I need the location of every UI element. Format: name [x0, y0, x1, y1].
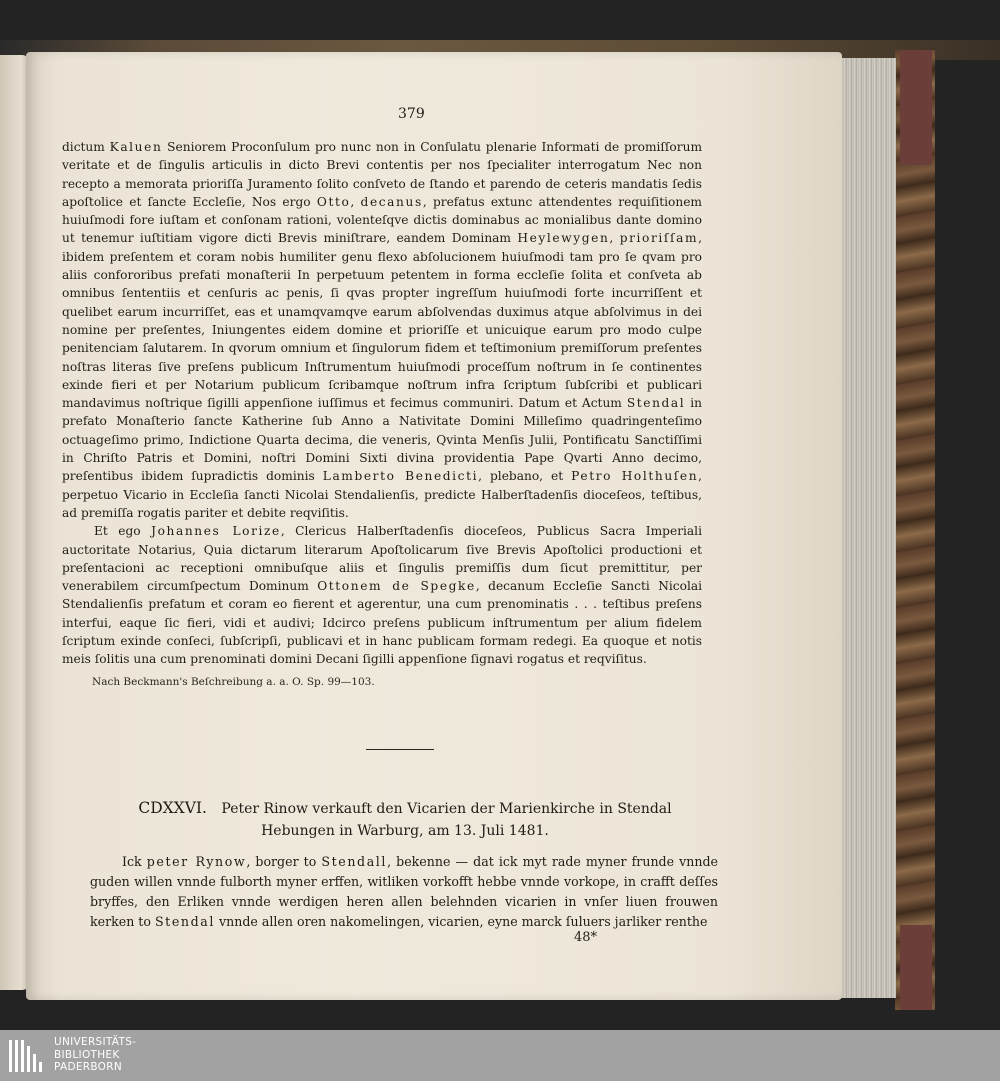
spaced-name: Stendal [626, 396, 686, 411]
book-cover-corner-bottom [900, 925, 932, 1010]
section-divider [366, 749, 434, 750]
text-run: Et ego [94, 524, 152, 539]
document-number: CDXXVI. [138, 799, 207, 817]
folio-signature: 48* [574, 930, 598, 945]
library-name-line-2: BIBLIOTHEK [54, 1048, 120, 1061]
spaced-name: prioriſſam [619, 231, 699, 246]
page-number: 379 [398, 106, 425, 122]
library-footer [0, 1030, 1000, 1081]
spaced-name: Otto [316, 194, 351, 209]
text-run: , ibidem preſentem et coram nobis humiliter genu flexo abſolucionem huiuſmodi tam pro ſe qvam pro aliis confororibus prefati monaſterii In perpetuum petentem in forma eccleſie ſolita et conſveta ab omnibus ſententiis et cenſuris ac penis, ſi qvas propter ingreſſum huiuſmodi forte incurriſſent et quelibet earum incurriſſet, eas et unamqvamqve earum abſolvendas duximus atque abſolvimus in dei nomine per preſentes, Iniungentes eidem domine et prioriſſe et unicuique earum pro modo culpe penitenciam ſalutarem. In qvorum omnium et ſingulorum fidem et teſtimonium premiſſorum preſentes noſtras literas ſive preſens publicum Inſtrumentum huiuſmodi proceſſum noſtrum in ſe continentes exinde fieri et per Notarium publicum ſcribamque noſtrum infra ſcriptum ſubſcribi et publicari mandavimus noſtrique ſigilli appenſione iuſſimus et fecimus communiri. Datum et Actum [62, 231, 702, 411]
text-run: , [609, 231, 620, 246]
spaced-name: Lamberto Benedicti [322, 469, 479, 484]
latin-paragraph-1 [62, 138, 702, 522]
spaced-name: Petro Holthuſen [571, 469, 699, 484]
book-cover-corner [900, 50, 932, 165]
page-stack-edge [838, 58, 896, 998]
charter-text [90, 852, 718, 932]
latin-text-block [62, 138, 702, 691]
latin-paragraph-2 [62, 522, 702, 668]
text-run: , prefatus extunc attendentes requiſitionem huiuſmodi fore iuſtam et conſonam rationi, volenteſqve dictis dominabus ac monialibus dante domino ut tenemur iuſtitiam vigore dicti Brevis miniſtrare, eandem Dominam [62, 194, 702, 246]
text-run: vnnde allen oren nakomelingen, vicarien, eyne marck ſuluers jarliker renthe [215, 914, 708, 929]
text-run: , borger to [246, 854, 322, 869]
text-run: , [350, 194, 361, 209]
text-run: , decanum Eccleſie Sancti Nicolai Stendalienſis prefatum et coram eo fierent et agerentur, una cum prenominatis . . . teſtibus preſens interfui, eaque ſic fieri, vidi et audivi; Idcirco preſens publicum inſtrumentum per alium fidelem ſcriptum exinde conſeci, ſubſcripſi, publicavi et in hanc publicam formam redegi. Ea quoque et notis meis ſolitis una cum prenominati domini Decani ſigilli appenſione ſignavi rogatus et reqviſitus. [62, 579, 703, 667]
text-run: Ick [122, 854, 147, 869]
document-heading [100, 797, 710, 842]
spaced-name: Heylewygen [517, 231, 610, 246]
spaced-name: Kaluen [109, 140, 163, 154]
text-run: , Clericus Halberſtadenſis dioceſeos, Publicus Sacra Imperiali auctoritate Notarius, Quia dictarum literarum Apoſtolicarum ſive Brevis Apoſtolici productioni et preſentacioni ac receptioni omnibuſque aliis et ſingulis premiſſis dum ſicut premittitur, per venerabilem circumſpectum Dominum [62, 524, 702, 594]
book-cover-marbled [895, 50, 935, 1010]
text-run: , plebano, et [478, 469, 572, 484]
library-name-line-3: PADERBORN [54, 1061, 122, 1073]
spaced-name: Ottonem de Spegke [317, 579, 476, 594]
source-note: Nach Beckmann's Beſchreibung a. a. O. Sp. 99—103. [92, 675, 375, 688]
spaced-name: Johannes Lorize [151, 524, 281, 539]
library-name-line-1: UNIVERSITÄTS- [54, 1036, 137, 1048]
text-run: dictum [62, 140, 110, 154]
spaced-name: Stendal [154, 914, 216, 929]
document-title: Peter Rinow verkauft den Vicarien der Marienkirche in Stendal Hebungen in Warburg, am 13. Juli 1481. [221, 801, 672, 839]
library-logo-icon [6, 1036, 46, 1076]
text-run: , bekenne — dat ick myt rade myner frunde vnnde guden willen vnnde fulborth myner erffen, witliken vorkofft hebbe vnnde vorkope, in crafft deſſes bryffes, den Erliken vnnde werdigen heren allen belehnden vicarien in vnſer liuen frouwen kerken to [90, 854, 718, 929]
library-name [54, 1036, 136, 1074]
spaced-name: peter Rynow [146, 854, 247, 869]
text-run: Seniorem Proconſulum pro nunc non in Conſulatu plenarie Informati de promiſſorum veritate et de ſingulis articulis in dicto Brevi contentis per nos ſpecialiter interrogatum Nec non recepto a memorata prioriſſa Juramento ſolito conſveto de ſtando et parendo de ceteris mandatis ſedis apoſtolice et ſancte Eccleſie, Nos ergo [62, 140, 703, 209]
spaced-name: Stendall [321, 854, 388, 869]
text-run: , perpetuo Vicario in Eccleſia ſancti Nicolai Stendalienſis, predicte Halberſtadenſis dioceſeos, teſtibus, ad premiſſa rogatis pariter et debite reqviſitis. [62, 469, 703, 520]
text-run: in prefato Monaſterio ſancte Katherine ſub Anno a Nativitate Domini Milleſimo quadringenteſimo octuageſimo primo, Indictione Quarta decima, die veneris, Qvinta Menſis Julii, Pontificatu Sanctiſſimi in Chriſto Patris et Domini, noſtri Domini Sixti divina providentia Pape Qvarti Anno decimo, preſentibus ibidem ſupradictis dominis [62, 396, 702, 484]
spaced-name: decanus [360, 194, 423, 209]
